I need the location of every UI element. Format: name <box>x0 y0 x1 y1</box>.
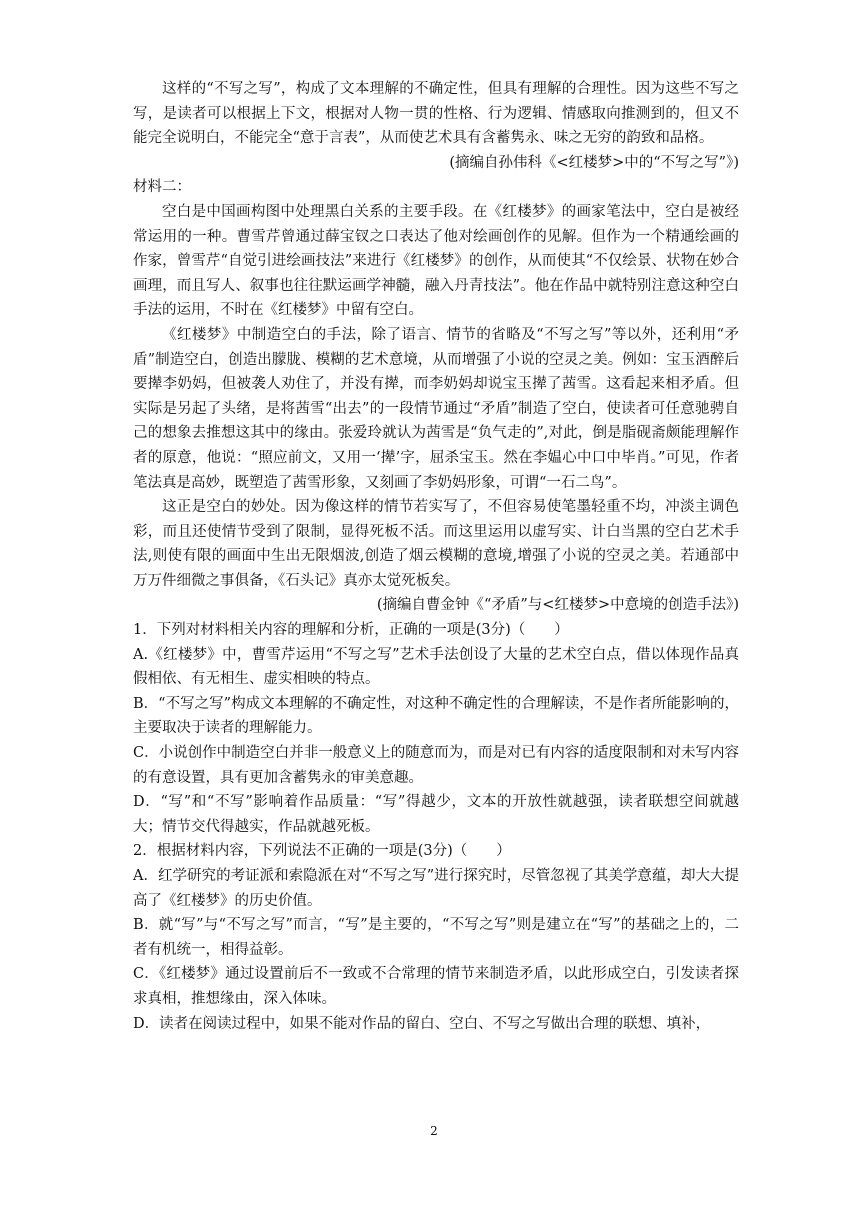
question-1-stem: 1．下列对材料相关内容的理解和分析，正确的一项是(3分)（ ） <box>133 622 569 639</box>
question-1-option-b: B．“不写之写”构成文本理解的不确定性，对这种不确定性的合理解读，不是作者所能影响的，主要取决于读者的理解能力。 <box>133 695 739 737</box>
material-2-label: 材料二： <box>133 179 191 196</box>
material-2-paragraph: 这正是空白的妙处。因为像这样的情节若实写了，不但容易使笔墨轻重不均，冲淡主调色彩，而且还使情节受到了限制，显得死板不活。而这里运用以虚写实、计白当黑的空白艺术手法,则使有限的画面中生出无限烟波,创造了烟云模糊的意境,增强了小说的空灵之美。若通部中万万件细微之事俱备，《石头记》真亦太觉死板矣。 <box>133 499 739 589</box>
intro-paragraph: 这样的“不写之写”，构成了文本理解的不确定性，但具有理解的合理性。因为这些不写之写，是读者可以根据上下文，根据对人物一贯的性格、行为逻辑、情感取向推测到的，但又不能完全说明白，不能完全“意于言表”，从而使艺术具有含蓄隽永、味之无穷的韵致和品格。 <box>133 81 739 147</box>
material-2-paragraph: 空白是中国画构图中处理黑白关系的主要手段。在《红楼梦》的画家笔法中，空白是被经常运用的一种。曹雪芹曾通过薛宝钗之口表达了他对绘画创作的见解。但作为一个精通绘画的作家，曾雪芹“自觉引进绘画技法”来进行《红楼梦》的创作，从而使其“不仅绘景、状物在妙合画理，而且写人、叙事也往往默运画学神髓，融入丹青技法”。他在作品中就特别注意这种空白手法的运用，不时在《红楼梦》中留有空白。 <box>133 203 739 319</box>
question-1-option-a: A.《红楼梦》中，曹雪芹运用“不写之写”艺术手法创设了大量的艺术空白点，借以体现作品真假相依、有无相生、虚实相映的特点。 <box>133 646 739 688</box>
question-2-option-d: D．读者在阅读过程中，如果不能对作品的留白、空白、不写之写做出合理的联想、填补， <box>133 1015 711 1032</box>
question-2-option-c: C．《红楼梦》通过设置前后不一致或不合常理的情节来制造矛盾，以此形成空白，引发读者探求真相，推想缘由，深入体味。 <box>133 966 739 1007</box>
question-2-option-a: A．红学研究的考证派和索隐派在对“不写之写”进行探究时，尽管忽视了其美学意蕴，却大大提高了《红楼梦》的历史价值。 <box>133 868 739 909</box>
question-1-option-c: C．小说创作中制造空白并非一般意义上的随意而为，而是对已有内容的适度限制和对未写内容的有意设置，具有更加含蓄隽永的审美意趣。 <box>133 745 739 786</box>
material-2-paragraph: 《红楼梦》中制造空白的手法，除了语言、情节的省略及“不写之写”等以外，还利用“矛盾”制造空白，创造出朦胧、模糊的艺术意境，从而增强了小说的空灵之美。例如：宝玉酒醉后要撵李奶妈，但被袭人劝住了，并没有撵，而李奶妈却说宝玉撵了茜雪。这看起来相矛盾。但实际是另起了头绪，是将茜雪“出去”的一段情节通过“矛盾”制造了空白，使读者可任意驰骋自己的想象去推想这其中的缘由。张爱玲就认为茜雪是“负气走的”,对此，倒是脂砚斋颇能理解作者的原意，他说：“照应前文，又用一‘撵’字，屈杀宝玉。然在李媪心中口中毕肖。”可见，作者笔法真是高妙，既塑造了茜雪形象，又刻画了李奶妈形象，可谓“一石二鸟”。 <box>133 326 739 491</box>
source-citation-2: (摘编自曹金钟《“矛盾”与<红楼梦>中意境的创造手法》) <box>376 597 739 614</box>
source-citation-1: (摘编自孙伟科《<红楼梦>中的“不写之写”》) <box>449 154 739 171</box>
question-1-option-d: D．“写”和“不写”影响着作品质量：“写”得越少，文本的开放性就越强，读者联想空间就越大；情节交代得越实，作品就越死板。 <box>133 794 739 835</box>
document-body <box>133 77 739 1036</box>
question-2-stem: 2．根据材料内容，下列说法不正确的一项是(3分)（ ） <box>133 843 511 860</box>
question-2-option-b: B．就“写”与“不写之写”而言，“写”是主要的，“不写之写”则是建立在“写”的基础之上的，二者有机统一，相得益彰。 <box>133 917 739 958</box>
page-number: 2 <box>430 1124 438 1138</box>
